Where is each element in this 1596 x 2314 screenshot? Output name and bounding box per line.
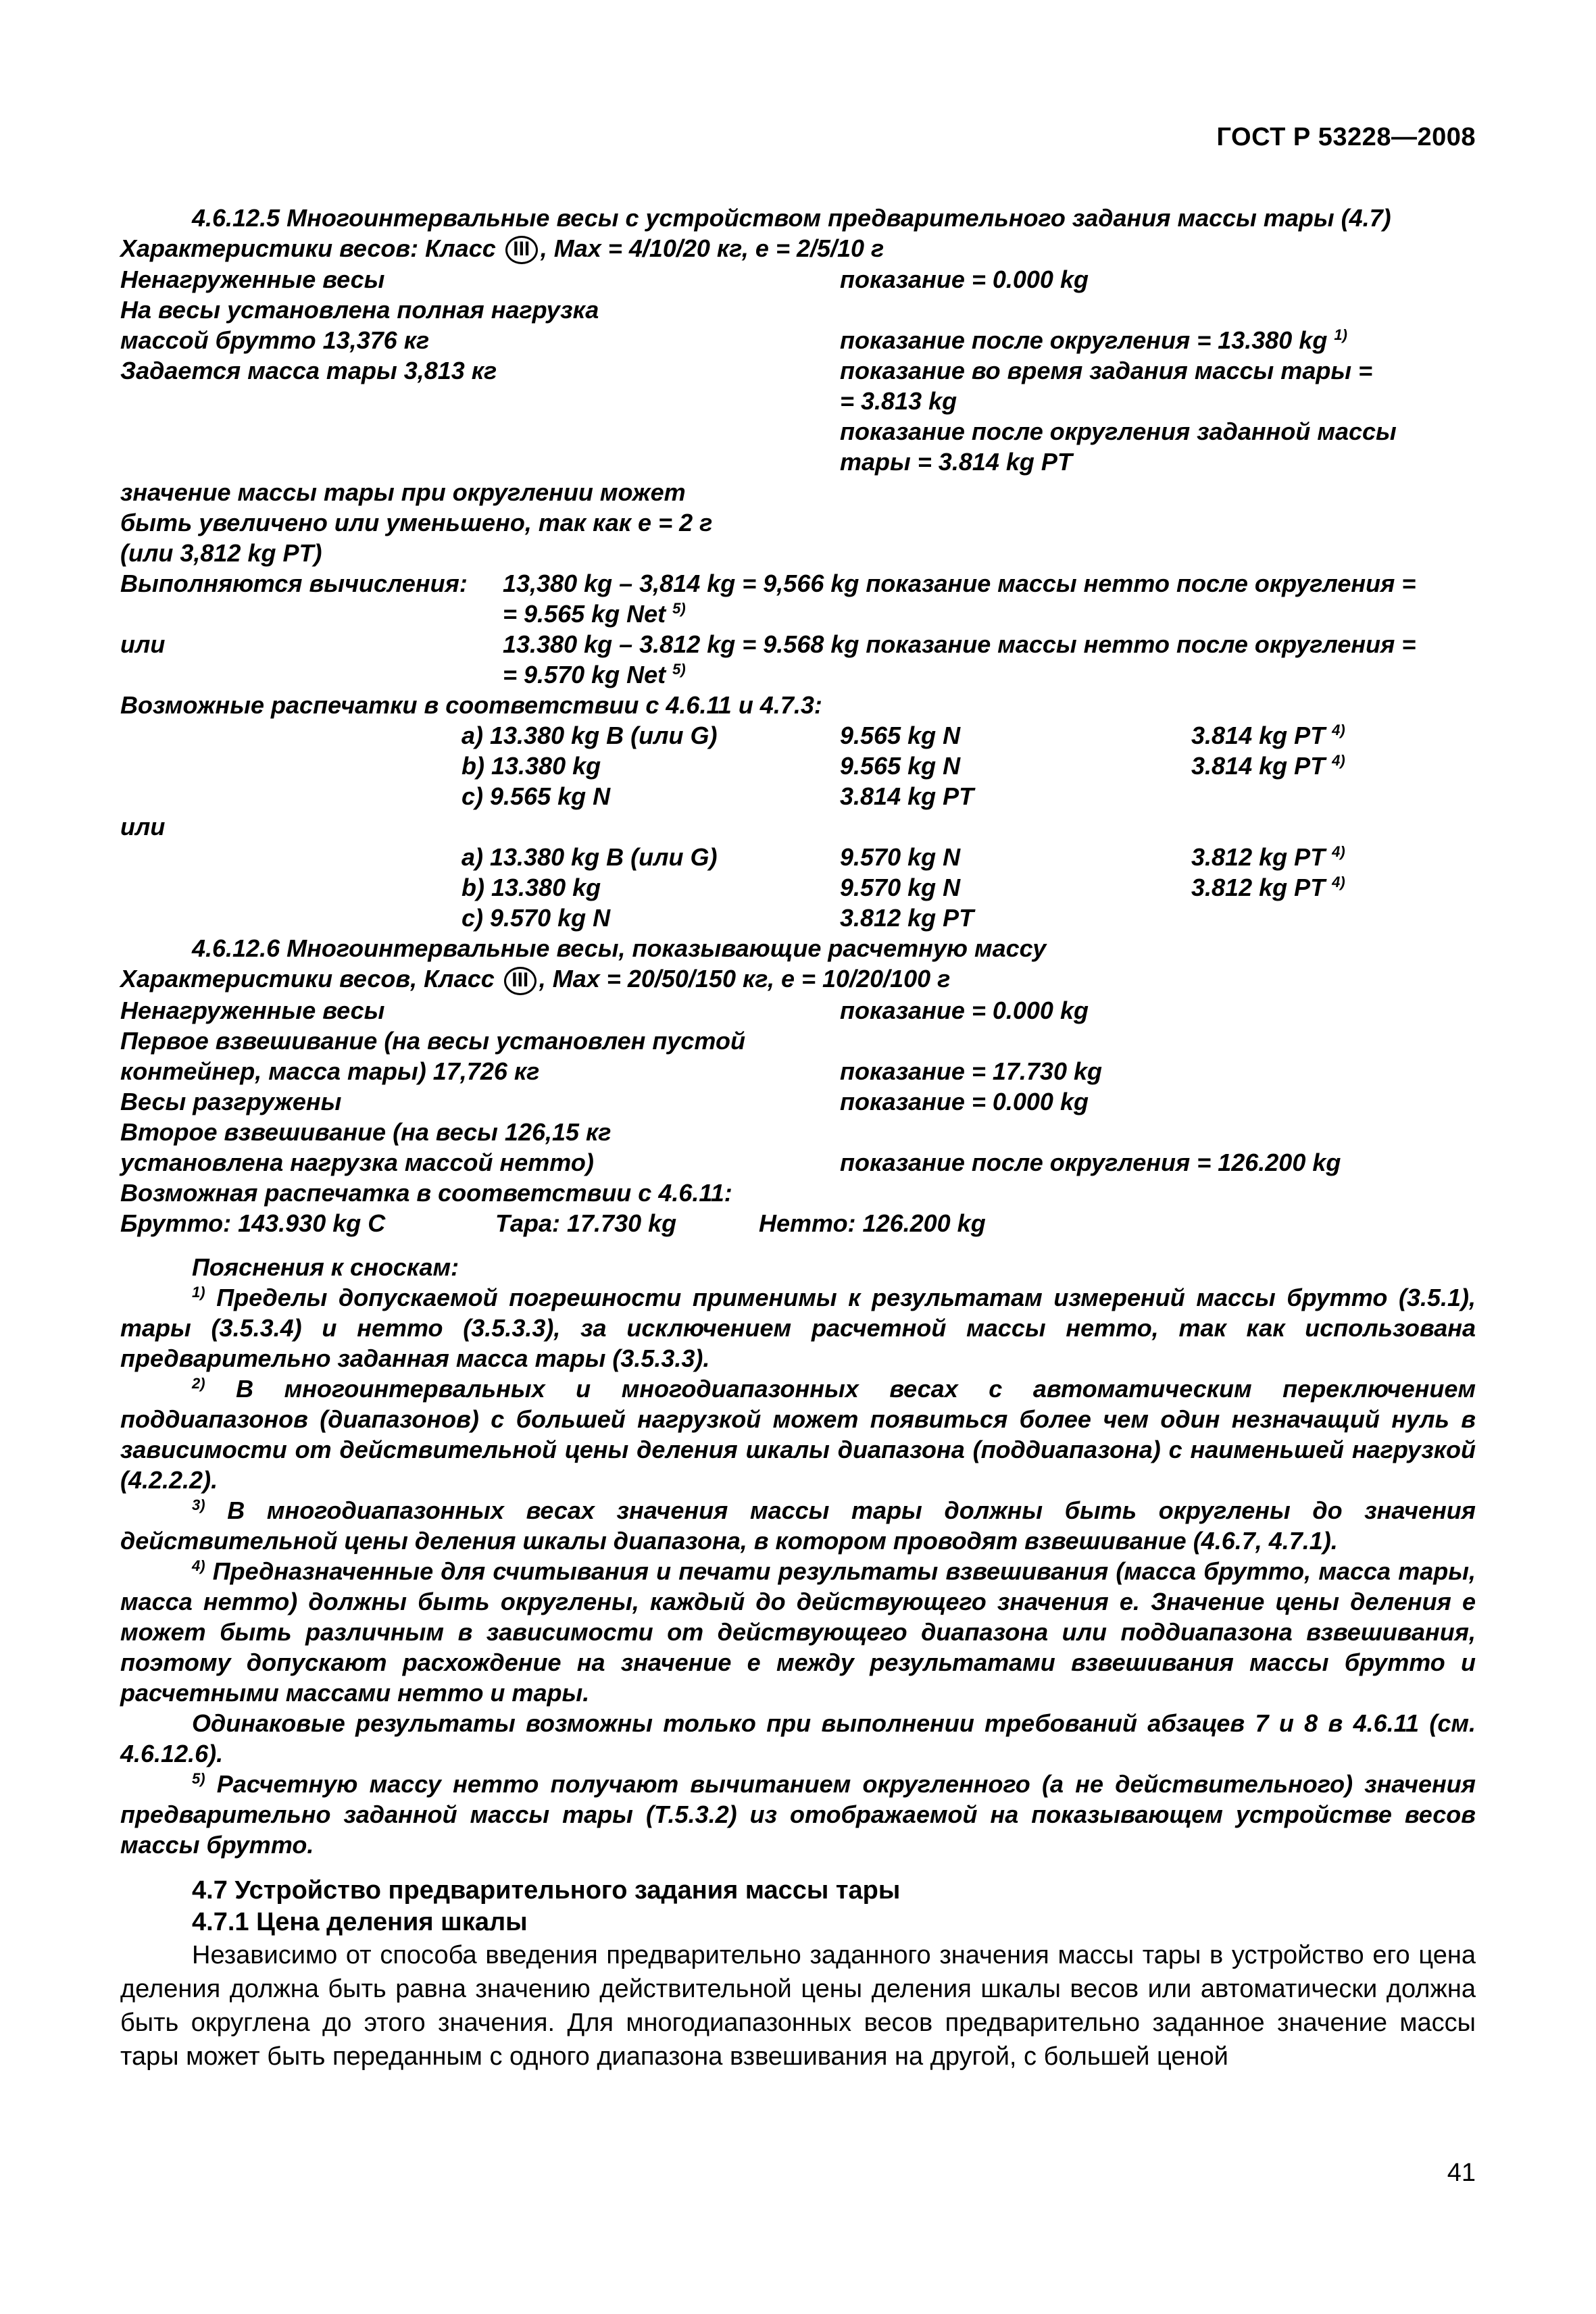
step-row: Первое взвешивание (на весы установлен пустой bbox=[120, 1026, 745, 1055]
footnote-ref: 4) bbox=[1332, 874, 1345, 891]
subsection-title-4-6-12-6: 4.6.12.6 Многоинтервальные весы, показывающие расчетную массу bbox=[192, 934, 1047, 963]
step-row: показание после округления заданной массы bbox=[840, 418, 1397, 446]
print-summary: Брутто: 143.930 kg C Тара: 17.730 kg Нетто: 126.200 kg bbox=[120, 1209, 986, 1237]
footnote-1: $^{1)}$ Пределы допускаемой погрешности применимы к результатам измерений массы брутто (3.5.1), тары (3.5.3.4) и нетто (3.5.3.3), за исключением расчетной массы нетто, так как использована предварительно заданная масса тары (3.5.3.3). bbox=[120, 1283, 1476, 1372]
step-row: = 3.813 kg bbox=[840, 387, 957, 416]
tare-note-line: значение массы тары при округлении может bbox=[120, 478, 686, 507]
print-row: b) 13.380 kg 9.565 kg N 3.814 kg PT $^{4)}$ bbox=[462, 752, 1345, 780]
step-row: Ненагруженные весы показание = 0.000 kg bbox=[120, 996, 1089, 1024]
subsection-title-4-6-12-5: 4.6.12.5 Многоинтервальные весы с устройством предварительного задания массы тары (4.7) bbox=[192, 204, 1391, 232]
document-header: ГОСТ Р 53228—2008 bbox=[1216, 123, 1476, 151]
class-mark-icon: III bbox=[504, 967, 537, 995]
footnote-4: $^{4)}$ Предназначенные для считывания и печати результаты взвешивания (масса брутто, масса тары, масса нетто) должны быть округлены, каждый до действующего значения e. Значение цены деления e может быть различным в зависимости от действующего диапазона или поддиапазона взвешивания, поэтому допускают расхождение на значение e между результатами взвешивания массы брутто и расчетными массами нетто и тары. bbox=[120, 1557, 1476, 1707]
section-title-4-7: 4.7 Устройство предварительного задания массы тары bbox=[192, 1876, 901, 1905]
print-title: Возможная распечатка в соответствии с 4.6.11: bbox=[120, 1178, 732, 1207]
footnote-4-continued: Одинаковые результаты возможны только при выполнении требований абзацев 7 и 8 в 4.6.11 (см. 4.6.12.6). bbox=[120, 1709, 1476, 1767]
page-content bbox=[120, 203, 1476, 2073]
calculation-row: = 9.565 kg Net $^{5)}$ bbox=[503, 600, 686, 628]
page-number: 41 bbox=[1447, 2159, 1476, 2187]
footnote-ref: 5) bbox=[672, 600, 686, 618]
scale-characteristics: Характеристики весов: Класс III , Max = 4/10/20 кг, e = 2/5/10 г bbox=[120, 233, 1476, 264]
step-row: Весы разгружены показание = 0.000 kg bbox=[120, 1087, 1089, 1115]
calculation-row: Выполняются вычисления: 13,380 kg – 3,814 kg = 9,566 kg показание массы нетто после округления = bbox=[120, 570, 1416, 598]
scale-characteristics: Характеристики весов, Класс III , Max = 20/50/150 кг, e = 10/20/100 г bbox=[120, 963, 1476, 995]
print-row: a) 13.380 kg B (или G) 9.570 kg N 3.812 kg PT $^{4)}$ bbox=[462, 843, 1345, 872]
calculation-row: или 13.380 kg – 3.812 kg = 9.568 kg показание массы нетто после округления = bbox=[120, 630, 1416, 659]
print-row: b) 13.380 kg 9.570 kg N 3.812 kg PT $^{4)}$ bbox=[462, 874, 1345, 902]
step-row: На весы установлена полная нагрузка bbox=[120, 296, 599, 324]
footnote-ref: 1) bbox=[1334, 326, 1347, 344]
calculation-row: = 9.570 kg Net $^{5)}$ bbox=[503, 661, 686, 689]
notes-title: Пояснения к сноскам: bbox=[192, 1253, 459, 1281]
footnote-ref: 5) bbox=[672, 661, 686, 678]
footnote-3: $^{3)}$ В многодиапазонных весах значения массы тары должны быть округлены до значения действительной цены деления шкалы диапазона, в котором проводят взвешивание (4.6.7, 4.7.1). bbox=[120, 1496, 1476, 1555]
step-row: Второе взвешивание (на весы 126,15 кг bbox=[120, 1117, 612, 1146]
print-row: c) 9.570 kg N 3.812 kg PT bbox=[462, 904, 974, 932]
prints-title: Возможные распечатки в соответствии с 4.6.11 и 4.7.3: bbox=[120, 691, 822, 720]
footnote-ref: 4) bbox=[1332, 843, 1345, 861]
step-row: тары = 3.814 kg PT bbox=[840, 448, 1072, 476]
step-row: массой брутто 13,376 кг показание после округления = 13.380 kg $^{1)}$ bbox=[120, 326, 1347, 355]
print-row: a) 13.380 kg B (или G) 9.565 kg N 3.814 kg PT $^{4)}$ bbox=[462, 722, 1345, 750]
step-row: Ненагруженные весы показание = 0.000 kg bbox=[120, 266, 1089, 294]
step-row: Задается масса тары 3,813 кг показание во время задания массы тары = bbox=[120, 357, 1373, 385]
footnote-ref: 4) bbox=[1332, 722, 1345, 739]
step-row: контейнер, масса тары) 17,726 кг показание = 17.730 kg bbox=[120, 1057, 1102, 1085]
subsection-title-4-7-1: 4.7.1 Цена деления шкалы bbox=[192, 1907, 528, 1936]
tare-note-line: быть увеличено или уменьшено, так как e = 2 г bbox=[120, 509, 713, 537]
class-mark-icon: III bbox=[505, 236, 538, 264]
print-row: c) 9.565 kg N 3.814 kg PT bbox=[462, 782, 974, 811]
footnote-5: $^{5)}$ Расчетную массу нетто получают вычитанием округленного (а не действительного) значения предварительно заданной массы тары (Т.5.3.2) из отображаемой на показывающем устройстве весов массы брутто. bbox=[120, 1769, 1476, 1859]
footnote-2: $^{2)}$ В многоинтервальных и многодиапазонных весах с автоматическим переключением поддиапазонов (диапазонов) с большей нагрузкой может появиться более чем один незначащий нуль в зависимости от действительной цены деления шкалы диапазона (поддиапазона) с наименьшей нагрузкой (4.2.2.2). bbox=[120, 1374, 1476, 1494]
tare-note-line: (или 3,812 kg PT) bbox=[120, 539, 322, 568]
body-paragraph: Независимо от способа введения предварительно заданного значения массы тары в устройство его цена деления должна быть равна значению действительной цены деления шкалы весов или автоматически должна быть округлена до этого значения. Для многодиапазонных весов предварительно заданное значение массы тары может быть переданным с одного диапазона взвешивания на другой, с большей ценой bbox=[120, 1940, 1476, 2071]
prints-or: или bbox=[120, 813, 166, 841]
footnote-ref: 4) bbox=[1332, 752, 1345, 770]
step-row: установлена нагрузка массой нетто) показание после округления = 126.200 kg bbox=[120, 1148, 1341, 1176]
